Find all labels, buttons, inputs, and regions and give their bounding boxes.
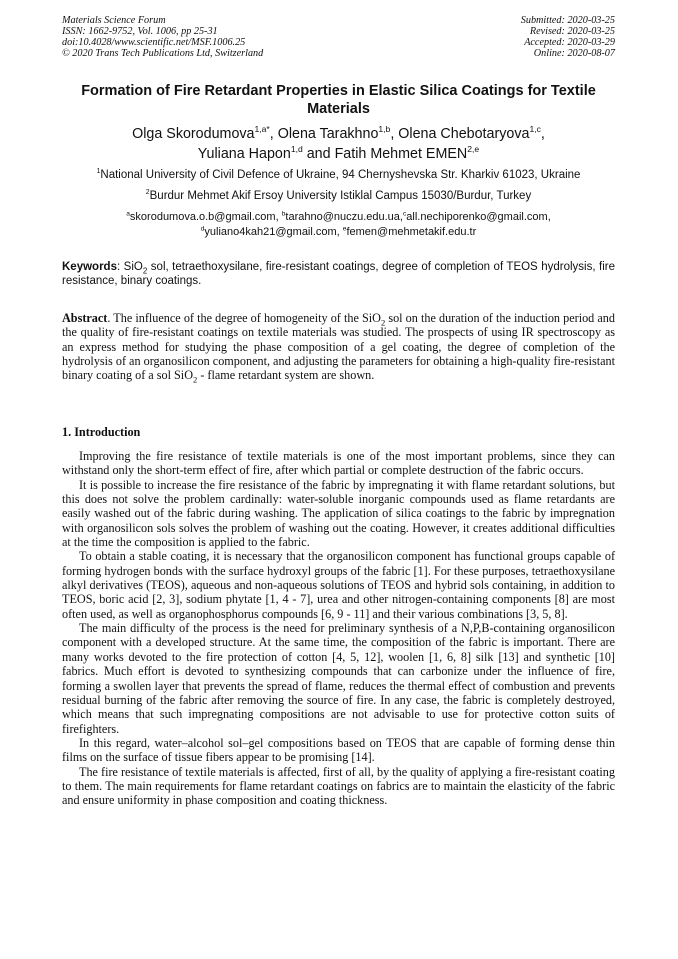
paper-title: Formation of Fire Retardant Properties in Elastic Silica Coatings for Textile Materials [81, 83, 596, 117]
keywords-text: sol, tetraethoxysilane, fire-resistant coatings, degree of completion of TEOS hydrolysis, fire resistance, binary coatings. [62, 261, 615, 287]
online-date: Online: 2020-08-07 [533, 48, 615, 59]
paragraph: The main difficulty of the process is the need for preliminary synthesis of a N,P,B-containing organosilicon component with a developed structure. At the same time, the composition of the fabric is important. There are many works devoted to the fire protection of cotton [4, 5, 12], woolen [1, 6, 8] silk [13] and synthetic [10] fabrics. Much effort is devoted to synthesizing compounds that can carbonize under the influence of fire, forming a swollen layer that prevents the spread of flame, reduces the thermal effect of combustion and prevents residual burning of the fabric after removing the source of fire. In any case, the fabric is completely destroyed, which means that such impregnating compositions are not advisable to use for protective cotton suits of firefighters. [62, 621, 615, 736]
copyright-line: © 2020 Trans Tech Publications Ltd, Switzerland [62, 48, 264, 59]
affiliation-text: National University of Civil Defence of Ukraine, 94 Chernyshevska Str. Kharkiv 61023, Ukraine [100, 169, 581, 181]
author-separator: , [390, 126, 399, 142]
submitted-date: Submitted: 2020-03-25 [520, 15, 615, 26]
dates-info [521, 15, 615, 59]
email-marker: c [402, 210, 407, 218]
author-list [62, 124, 615, 164]
author-separator: , [269, 126, 278, 142]
abstract-block [62, 311, 615, 385]
author-name: Olena Tarakhno [277, 126, 379, 142]
email-list [62, 210, 615, 240]
paragraph: To obtain a stable coating, it is necessary that the organosilicon component has functional groups capable of forming hydrogen bonds with the surface hydroxyl groups of the fabric [1]. For these purposes, tetraethoxysilane alkyl derivatives (TEOS), aqueous and non-aqueous solutions of TEOS and hybrid sols containing, in addition to TEOS, boric acid [2, 3], sodium phytate [1, 4 - 7], urea and other nitrogen-containing components [8] are most often used, as well as organophosphorus compounds [6, 9 - 11] and their various combinations [3, 5, 8]. [62, 549, 615, 621]
abstract-subscript: 2 [193, 374, 198, 385]
email-link[interactable]: femen@mehmetakif.edu.tr [346, 226, 477, 238]
email-link[interactable]: skorodumova.o.b@gmail.com [129, 211, 276, 223]
author-separator: , [540, 126, 545, 142]
abstract-label: Abstract [62, 311, 108, 325]
author-name: Olga Skorodumova [132, 126, 255, 142]
abstract-text: - flame retardant system are shown. [197, 368, 375, 383]
author-name: Yuliana Hapon [197, 146, 291, 162]
issn-line: ISSN: 1662-9752, Vol. 1006, pp 25-31 [62, 26, 218, 37]
keywords-label: Keywords [62, 261, 117, 273]
abstract-subscript: 2 [380, 317, 386, 328]
doi-line[interactable]: doi:10.4028/www.scientific.net/MSF.1006.25 [62, 37, 246, 48]
paragraph: In this regard, water–alcohol sol–gel compositions based on TEOS that are capable of forming dense thin films on the surface of tissue fibers appear to be promising [14]. [62, 735, 615, 765]
accepted-date: Accepted: 2020-03-29 [524, 37, 615, 48]
author-marker: 1,d [290, 144, 303, 155]
email-link[interactable]: all.nechiporenko@gmail.com [406, 211, 548, 223]
author-name: Olena Chebotaryova [398, 126, 530, 142]
email-separator: , [399, 211, 403, 223]
keywords-block: Keywords: SiO$_2$ sol, tetraethoxysilane, fire-resistant coatings, degree of completion of TEOS hydrolysis, fire resistance, binary coatings. [62, 261, 615, 287]
affiliation-marker: 1 [96, 168, 101, 176]
affiliation-2 [62, 189, 615, 203]
abstract-text: sol on the duration of the induction period and the quality of fire-resistant coatings on textile materials was studied. The prospects of using IR spectroscopy as an express method for studying the phase composition of a gel coating, the degree of completion of the hydrolysis of an organosilicon component, and adjusting the parameters for obtaining a high-quality fire-resistant binary coating of a sol SiO [62, 311, 615, 383]
keywords-text: SiO [123, 261, 143, 273]
email-link[interactable]: yuliano4kah21@gmail.com [204, 226, 337, 238]
author-marker: 1,b [378, 124, 391, 135]
email-marker: e [342, 225, 347, 233]
email-marker: d [200, 225, 205, 233]
affiliation-text: Burdur Mehmet Akif Ersoy University Istiklal Campus 15030/Burdur, Turkey [149, 190, 532, 202]
paragraph: Improving the fire resistance of textile materials is one of the most important problems, since they can withstand only the short-term effect of fire, after which partial or complete destruction of the fabric occurs. [62, 449, 615, 478]
paragraph: It is possible to increase the fire resistance of the fabric by impregnating it with flame retardant solutions, but this does not solve the problem cardinally: water-soluble inorganic compounds used as flame retardants are easily washed out of the fabric during washing. The application of silica coatings to the fabric by impregnation with organosilicon sols solves the problem of washing out the coating. However, it creates additional difficulties at the time the composition is applied to the fabric. [62, 477, 615, 550]
abstract-text: . The influence of the degree of homogeneity of the SiO [107, 311, 381, 325]
paragraph: The fire resistance of textile materials is affected, first of all, by the quality of applying a fire-resistant coating to them. The main requirements for flame retardant coatings on fabrics are to maintain the elasticity of the fabric and ensure uniformity in phase composition and coating thickness. [62, 764, 615, 808]
author-separator: and [302, 146, 335, 162]
email-marker: b [281, 210, 286, 218]
email-separator: , [275, 211, 282, 223]
author-marker: 1,a* [254, 124, 270, 135]
email-link[interactable]: tarahno@nuczu.edu.ua [285, 211, 400, 223]
revised-date: Revised: 2020-03-25 [529, 26, 615, 37]
affiliation-marker: 2 [145, 189, 150, 197]
email-marker: a [126, 210, 130, 218]
email-separator: , [547, 211, 551, 223]
email-separator: , [336, 226, 343, 238]
introduction-body [62, 449, 615, 808]
keywords-subscript: 2 [142, 266, 148, 276]
section-heading: 1. Introduction [62, 425, 141, 439]
author-marker: 2,e [467, 144, 480, 155]
author-marker: 1,c [529, 124, 541, 135]
journal-info [62, 15, 263, 59]
affiliation-1 [62, 168, 615, 182]
journal-name: Materials Science Forum [62, 15, 166, 26]
author-name: Fatih Mehmet EMEN [334, 146, 468, 162]
